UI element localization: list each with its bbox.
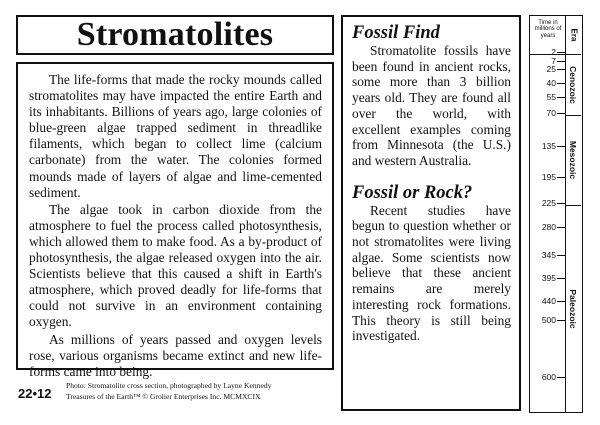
timeline-tick-mark (557, 301, 565, 302)
timeline-tick-label: 25 (546, 64, 556, 74)
main-paragraph-1: The life-forms that made the rocky mounds called stromatolites may have impacted the entire Earth and its inhabitants. Billions of years ago, large colonies of blue-green algae trapped sediment in threadlike filaments, which began to collect lime (calcium carbonate) from the water. The colonies formed mounds made of layers of algae and lime-cemented sediment. (29, 72, 322, 200)
timeline-tick-mark (557, 113, 565, 114)
timeline-tick-mark (557, 278, 565, 279)
fossil-or-rock-text: Recent studies have begun to question whether or not stromatolites were living algae. Some scientists now believe that these ancient remains are merely interesting rock formations. This theory is still being investigated. (352, 202, 511, 344)
timeline-tick-345 (530, 250, 565, 260)
timeline-tick-label: 395 (541, 273, 556, 283)
timeline-tick-mark (557, 83, 565, 84)
main-text-box (16, 62, 334, 379)
timeline-era-header (565, 16, 582, 54)
era-label-cenozoic: Cenozoic (568, 65, 578, 104)
card-number: 22•12 (18, 386, 52, 401)
timeline-tick-195 (530, 172, 565, 182)
timeline-tick-mark (557, 203, 565, 204)
fossil-or-rock-heading: Fossil or Rock? (352, 182, 473, 203)
timeline-tick-225 (530, 198, 565, 208)
timeline-tick-mark (557, 69, 565, 70)
timeline-tick-mark (557, 320, 565, 321)
timeline-tick-mark (557, 177, 565, 178)
timeline-tick-label: 7 (551, 56, 556, 66)
photo-credit: Photo: Stromatolite cross section, photographed by Layne Kennedy (66, 381, 272, 390)
fossil-find-heading: Fossil Find (352, 23, 440, 43)
era-label-paleozoic: Paleozoic (568, 288, 578, 329)
timeline-tick-395 (530, 273, 565, 283)
card-title: Stromatolites (76, 16, 274, 53)
timeline-tick-mark (557, 97, 565, 98)
geologic-timeline (529, 15, 583, 413)
timeline-tick-25 (530, 64, 565, 74)
timeline-tick-label: 195 (541, 172, 556, 182)
copyright: Treasures of the Earth™ © Grolier Enterprises Inc. MCMXCIX (66, 392, 261, 401)
timeline-tick-mark (557, 52, 565, 53)
timeline-tick-mark (557, 146, 565, 147)
timeline-tick-40 (530, 78, 565, 88)
era-label-mesozoic: Mesozoic (568, 140, 578, 180)
timeline-tick-label: 440 (541, 296, 556, 306)
timeline-tick-500 (530, 315, 565, 325)
timeline-tick-label: 500 (541, 315, 556, 325)
main-paragraph-3: As millions of years passed and oxygen levels rose, various organisms became extinct and new life-forms came into being. (29, 331, 322, 379)
timeline-tick-label: 55 (546, 92, 556, 102)
timeline-tick-label: 225 (541, 198, 556, 208)
timeline-tick-mark (557, 377, 565, 378)
timeline-tick-600 (530, 372, 565, 382)
era-header-label: Era (569, 28, 579, 42)
fossil-find-text: Stromatolite fossils have been found in ancient rocks, some more than 3 billion years old. They are found all over the world, with excellent examples coming from Minnesota (the U.S.) and western Australia. (352, 43, 511, 168)
timeline-tick-440 (530, 296, 565, 306)
timeline-tick-mark (557, 227, 565, 228)
timeline-tick-label: 280 (541, 222, 556, 232)
timeline-tick-55 (530, 92, 565, 102)
timeline-tick-label: 600 (541, 372, 556, 382)
timeline-tick-mark (557, 61, 565, 62)
timeline-tick-280 (530, 222, 565, 232)
timeline-tick-135 (530, 141, 565, 151)
timeline-time-header: Time in millions of years (534, 20, 562, 39)
title-box (16, 15, 334, 55)
timeline-tick-label: 135 (541, 141, 556, 151)
main-paragraph-2: The algae took in carbon dioxide from the atmosphere to fuel the process called photosynthesis, which allowed them to make food. As a by-product of photosynthesis, the algae released oxygen into the air. Scientists believe that this caused a shift in Earth's atmosphere, which proved deadly for life-forms that could not survive in an environment containing oxygen. (29, 201, 322, 330)
timeline-tick-label: 345 (541, 250, 556, 260)
footer-credits (66, 380, 271, 402)
timeline-tick-label: 2 (551, 47, 556, 57)
era-separator (565, 205, 581, 206)
timeline-divider (565, 54, 566, 412)
sidebar-box (341, 15, 521, 411)
timeline-tick-70 (530, 108, 565, 118)
timeline-tick-label: 70 (546, 108, 556, 118)
timeline-tick-label: 40 (546, 78, 556, 88)
timeline-tick-mark (557, 255, 565, 256)
era-separator (565, 115, 581, 116)
